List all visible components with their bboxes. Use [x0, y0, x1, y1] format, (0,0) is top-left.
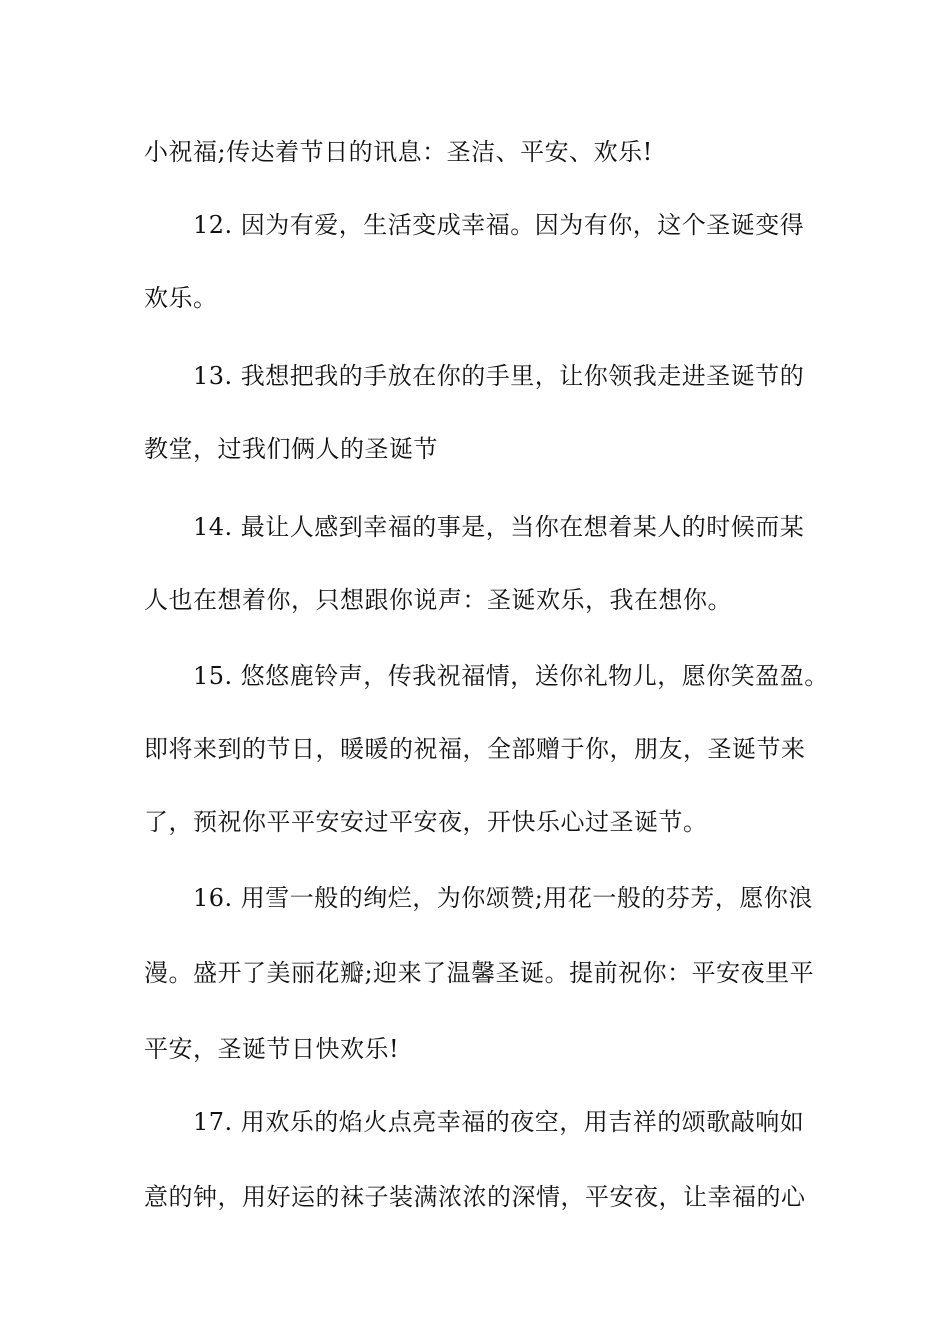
text-line: 16. 用雪一般的绚烂，为你颂赞;用花一般的芬芳，愿你浪 — [193, 884, 813, 912]
text-line: 了，预祝你平平安安过平安夜，开快乐心过圣诞节。 — [144, 808, 708, 836]
text-line: 欢乐。 — [144, 284, 218, 312]
text-line: 平安，圣诞节日快欢乐! — [144, 1035, 400, 1063]
text-line: 13. 我想把我的手放在你的手里，让你领我走进圣诞节的 — [193, 362, 805, 390]
text-line: 15. 悠悠鹿铃声，传我祝福情，送你礼物儿，愿你笑盈盈。 — [193, 662, 829, 690]
text-line: 小祝福;传达着节日的讯息：圣洁、平安、欢乐! — [144, 138, 653, 166]
text-line: 14. 最让人感到幸福的事是，当你在想着某人的时候而某 — [193, 513, 805, 541]
text-line: 即将来到的节日，暖暖的祝福，全部赠于你，朋友，圣诞节来 — [144, 735, 806, 763]
text-line: 人也在想着你，只想跟你说声：圣诞欢乐，我在想你。 — [144, 586, 732, 614]
text-line: 17. 用欢乐的焰火点亮幸福的夜空，用吉祥的颂歌敲响如 — [193, 1108, 805, 1136]
text-line: 漫。盛开了美丽花瓣;迎来了温馨圣诞。提前祝你：平安夜里平 — [144, 959, 815, 987]
text-line: 意的钟，用好运的袜子装满浓浓的深情，平安夜，让幸福的心 — [144, 1183, 806, 1211]
text-line: 12. 因为有爱，生活变成幸福。因为有你，这个圣诞变得 — [193, 211, 805, 239]
text-line: 教堂，过我们俩人的圣诞节 — [144, 435, 438, 463]
